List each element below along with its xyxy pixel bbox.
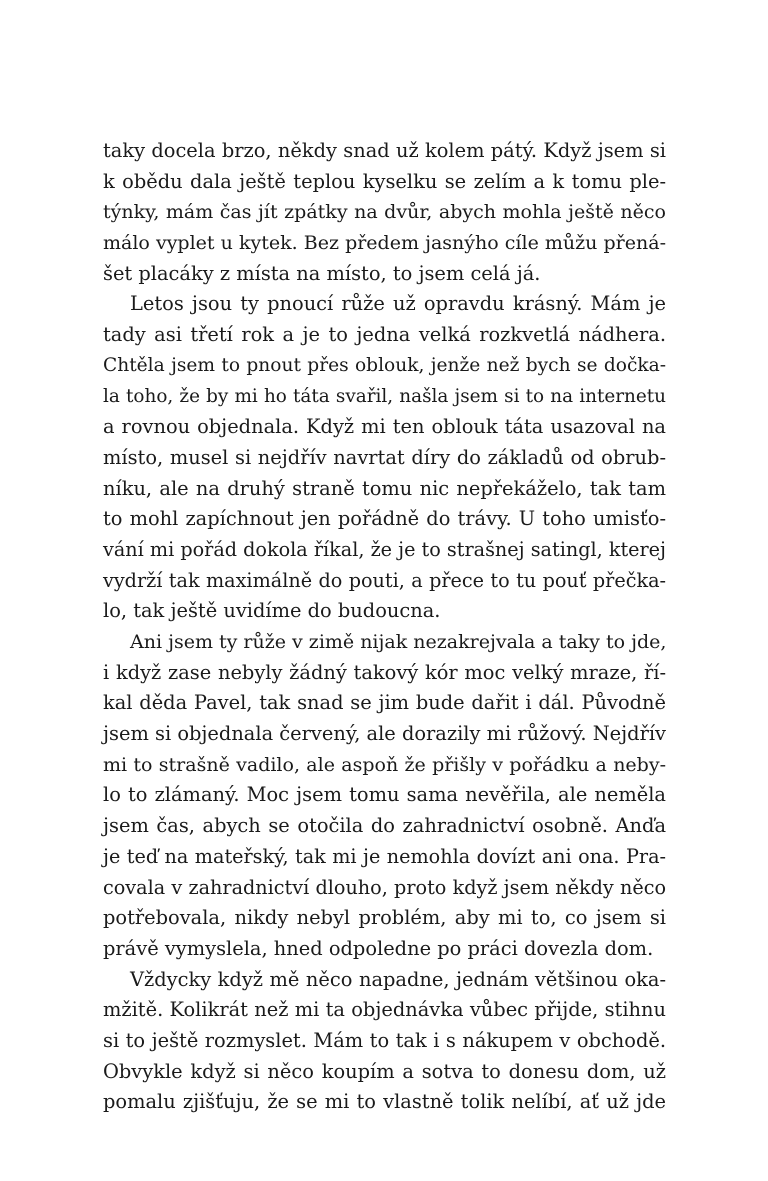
text-line: lo, tak ještě uvidíme do budoucna. bbox=[103, 599, 441, 623]
text-line: Vždycky když mě něco napadne, jednám většinou oka- bbox=[130, 967, 666, 991]
text-line: Letos jsou ty pnoucí růže už opravdu krásný. Mám je bbox=[130, 292, 666, 316]
text-line: la toho, že by mi ho táta svařil, našla jsem si to na internetu bbox=[103, 385, 666, 407]
text-line: týnky, mám čas jít zpátky na dvůr, abych mohla ještě něco bbox=[103, 201, 666, 224]
text-line: taky docela brzo, někdy snad už kolem pátý. Když jsem si bbox=[103, 139, 666, 162]
text-line: je teď na mateřský, tak mi je nemohla dovízt ani ona. Pra- bbox=[103, 844, 666, 868]
text-line: vydrží tak maximálně do pouti, a přece to tu pouť přečka- bbox=[103, 568, 666, 592]
paragraph bbox=[103, 289, 666, 627]
text-line: lo to zlámaný. Moc jsem tomu sama nevěřila, ale neměla bbox=[103, 783, 666, 807]
text-line: a rovnou objednala. Když mi ten oblouk táta usazoval na bbox=[103, 415, 666, 439]
text-line: tady asi třetí rok a je to jedna velká rozkvetlá nádhera. bbox=[103, 323, 666, 347]
text-line: právě vymyslela, hned odpoledne po práci dovezla dom. bbox=[103, 936, 654, 960]
paragraph bbox=[103, 965, 666, 1118]
text-line: si to ještě rozmyslet. Mám to tak i s nákupem v obchodě. bbox=[103, 1028, 666, 1052]
text-line: šet placáky z místa na místo, to jsem celá já. bbox=[103, 261, 541, 285]
text-line: to mohl zapíchnout jen pořádně do trávy. U toho umisťo- bbox=[103, 507, 666, 531]
text-line: k obědu dala ještě teplou kyselku se zelím a k tomu ple- bbox=[103, 169, 666, 193]
text-line: málo vyplet u kytek. Bez předem jasnýho cíle můžu přená- bbox=[103, 232, 666, 255]
paragraph bbox=[103, 627, 666, 965]
text-line: místo, musel si nejdřív navrtat díry do základů od obrub- bbox=[103, 445, 666, 469]
text-line: jsem si objednala červený, ale dorazily mi růžový. Nejdřív bbox=[103, 722, 666, 746]
text-line: mžitě. Kolikrát než mi ta objednávka vůbec přijde, stihnu bbox=[103, 998, 666, 1022]
text-line: vání mi pořád dokola říkal, že je to strašnej satingl, kterej bbox=[103, 537, 666, 561]
paragraph bbox=[103, 136, 666, 289]
text-line: covala v zahradnictví dlouho, proto když jsem někdy něco bbox=[103, 875, 666, 899]
text-line: Obvykle když si něco koupím a sotva to donesu dom, už bbox=[103, 1059, 666, 1083]
text-line: Chtěla jsem to pnout přes oblouk, jenže než bych se dočka- bbox=[103, 354, 666, 376]
text-line: jsem čas, abych se otočila do zahradnictví osobně. Anďa bbox=[103, 814, 666, 838]
text-line: Ani jsem ty růže v zimě nijak nezakrejvala a taky to jde, bbox=[130, 631, 667, 653]
book-page-text bbox=[103, 136, 666, 1118]
text-line: i když zase nebyly žádný takový kór moc velký mraze, ří- bbox=[103, 660, 666, 684]
text-line: mi to strašně vadilo, ale aspoň že přišly v pořádku a neby- bbox=[103, 753, 666, 776]
text-line: kal děda Pavel, tak snad se jim bude dařit i dál. Původně bbox=[103, 691, 666, 715]
text-line: potřebovala, nikdy nebyl problém, aby mi to, co jsem si bbox=[103, 906, 666, 930]
text-line: pomalu zjišťuju, že se mi to vlastně tolik nelíbí, ať už jde bbox=[103, 1090, 666, 1114]
text-line: níku, ale na druhý straně tomu nic nepřekáželo, tak tam bbox=[103, 476, 666, 500]
